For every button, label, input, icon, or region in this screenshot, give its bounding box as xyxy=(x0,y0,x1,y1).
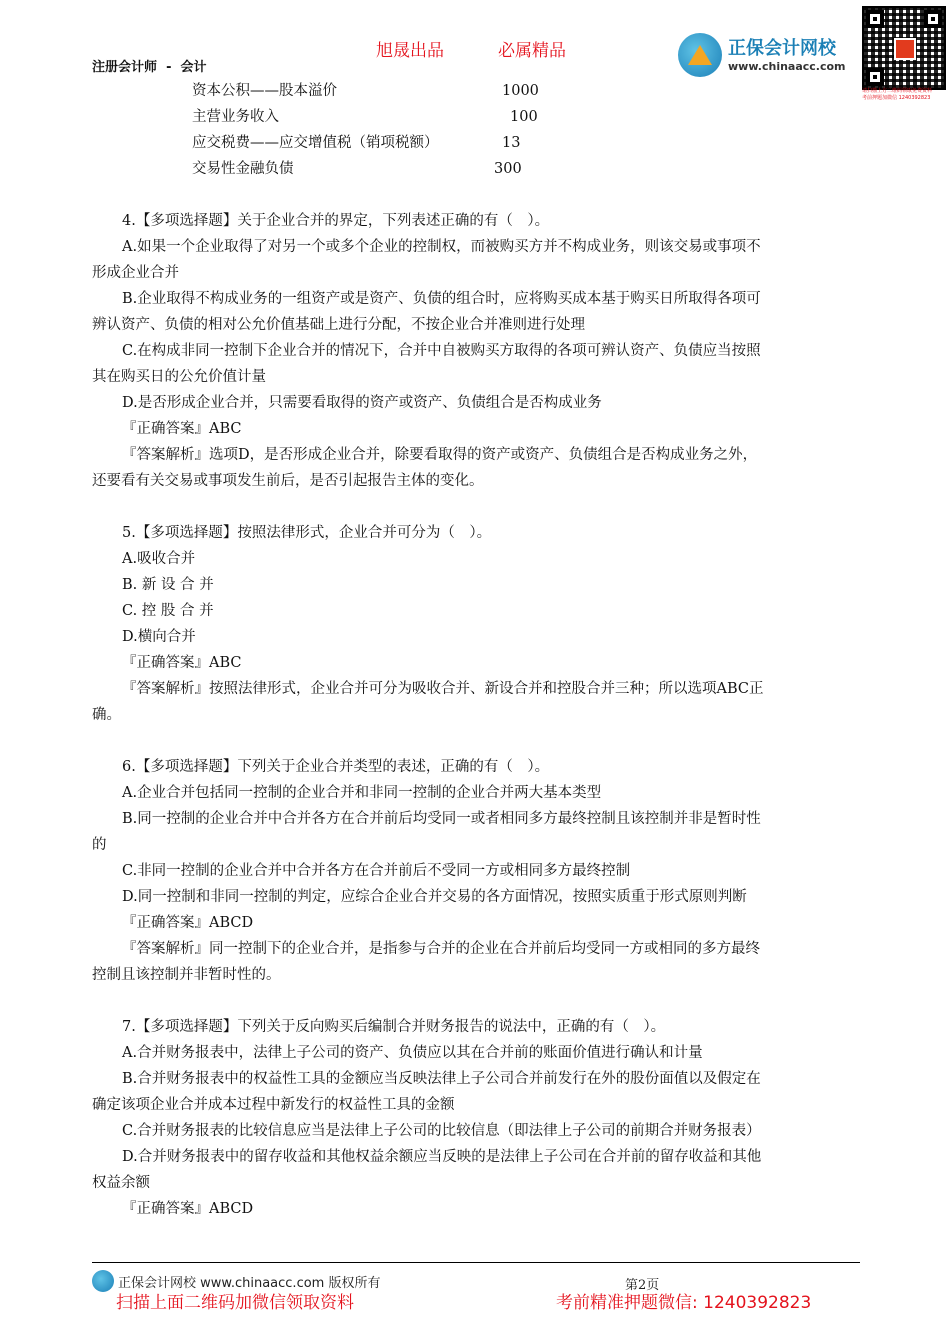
option-text: A.如果一个企业取得了对另一个或多个企业的控制权，而被购买方并不构成业务，则该交易或事项不 xyxy=(122,239,761,255)
option-text: B.企业取得不构成业务的一组资产或是资产、负债的组合时，应将购买成本基于购买日所取得各项可 xyxy=(122,291,761,307)
qr-finder-icon xyxy=(866,10,884,28)
option-text: 的 xyxy=(92,837,107,853)
correct-answer: 『正确答案』ABCD xyxy=(122,915,254,931)
entry-amount: 1000 xyxy=(502,83,539,99)
option-text: C.在构成非同一控制下企业合并的情况下，合并中自被购买方取得的各项可辨认资产、负债应当按照 xyxy=(122,343,761,359)
entry-amount: 13 xyxy=(502,135,521,151)
header-slogan-left: 旭晟出品 xyxy=(376,41,444,61)
qr-center-badge-icon xyxy=(894,38,916,60)
qr-finder-icon xyxy=(866,68,884,86)
entry-account: 资本公积——股本溢价 xyxy=(192,83,337,99)
option-text: 权益余额 xyxy=(92,1175,150,1191)
question-title: 4.【多项选择题】关于企业合并的界定，下列表述正确的有（ ）。 xyxy=(122,213,550,229)
question-title: 5.【多项选择题】按照法律形式，企业合并可分为（ ）。 xyxy=(122,525,492,541)
qr-finder-icon xyxy=(924,10,942,28)
correct-answer: 『正确答案』ABC xyxy=(122,655,242,671)
qr-caption xyxy=(862,88,932,102)
correct-answer: 『正确答案』ABC xyxy=(122,421,242,437)
option-text: A.合并财务报表中，法律上子公司的资产、负债应以其在合并前的账面价值进行确认和计量 xyxy=(122,1045,703,1061)
header-slogan-right: 必属精品 xyxy=(498,41,566,61)
entry-account: 交易性金融负债 xyxy=(192,161,294,177)
option-text: 确定该项企业合并成本过程中新发行的权益性工具的金额 xyxy=(92,1097,455,1113)
subject-label: 注册会计师 - 会计 xyxy=(92,60,207,75)
option-text: 形成企业合并 xyxy=(92,265,179,281)
entry-amount: 100 xyxy=(510,109,538,125)
qr-code-icon xyxy=(862,6,946,90)
option-text: 辨认资产、负债的相对公允价值基础上进行分配，不按企业合并准则进行处理 xyxy=(92,317,585,333)
qr-caption-line: 请扫描上方二维码领取免费资料 xyxy=(862,88,933,94)
question-title: 7.【多项选择题】下列关于反向购买后编制合并财务报告的说法中，正确的有（ ）。 xyxy=(122,1019,666,1035)
option-text: A.企业合并包括同一控制的企业合并和非同一控制的企业合并两大基本类型 xyxy=(122,785,602,801)
brand-url: www.chinaacc.com xyxy=(728,60,846,73)
footer-logo-icon xyxy=(92,1270,114,1292)
answer-explanation: 『答案解析』同一控制下的企业合并，是指参与合并的企业在合并前后均受同一方或相同的多方最终 xyxy=(122,941,760,957)
option-text: B. 新 设 合 并 xyxy=(122,577,214,593)
option-text: B.合并财务报表中的权益性工具的金额应当反映法律上子公司合并前发行在外的股份面值以及假定在 xyxy=(122,1071,761,1087)
option-text: C. 控 股 合 并 xyxy=(122,603,214,619)
footer-copyright: 正保会计网校 www.chinaacc.com 版权所有 xyxy=(118,1276,381,1291)
option-text: B.同一控制的企业合并中合并各方在合并前后均受同一或者相同多方最终控制且该控制并非是暂时性 xyxy=(122,811,761,827)
entry-account: 主营业务收入 xyxy=(192,109,279,125)
page-number: 第2页 xyxy=(625,1278,660,1293)
correct-answer: 『正确答案』ABCD xyxy=(122,1201,254,1217)
option-text: D.合并财务报表中的留存收益和其他权益余额应当反映的是法律上子公司在合并前的留存收益和其他 xyxy=(122,1149,762,1165)
brand-name: 正保会计网校 xyxy=(728,38,836,59)
option-text: C.合并财务报表的比较信息应当是法律上子公司的比较信息（即法律上子公司的前期合并财务报表） xyxy=(122,1123,761,1139)
option-text: A.吸收合并 xyxy=(122,551,196,567)
entry-amount: 300 xyxy=(494,161,522,177)
brand-logo xyxy=(678,30,858,80)
brand-logo-icon xyxy=(678,33,722,77)
answer-explanation: 还要看有关交易或事项发生前后，是否引起报告主体的变化。 xyxy=(92,473,484,489)
entry-account: 应交税费——应交增值税（销项税额） xyxy=(192,135,439,151)
option-text: C.非同一控制的企业合并中合并各方在合并前后不受同一方或相同多方最终控制 xyxy=(122,863,631,879)
option-text: D.是否形成企业合并，只需要看取得的资产或资产、负债组合是否构成业务 xyxy=(122,395,602,411)
answer-explanation: 『答案解析』按照法律形式，企业合并可分为吸收合并、新设合并和控股合并三种；所以选项ABC正 xyxy=(122,681,764,697)
qr-caption-line: 考前押题加微信 1240392823 xyxy=(862,95,931,101)
answer-explanation: 确。 xyxy=(92,707,121,723)
footer-divider xyxy=(92,1262,860,1263)
option-text: D.横向合并 xyxy=(122,629,196,645)
question-title: 6.【多项选择题】下列关于企业合并类型的表述，正确的有（ ）。 xyxy=(122,759,550,775)
option-text: D.同一控制和非同一控制的判定，应综合企业合并交易的各方面情况，按照实质重于形式原则判断 xyxy=(122,889,747,905)
footer-promo-left: 扫描上面二维码加微信领取资料 xyxy=(116,1293,354,1313)
answer-explanation: 控制且该控制并非暂时性的。 xyxy=(92,967,281,983)
footer-promo-right: 考前精准押题微信: 1240392823 xyxy=(556,1293,812,1313)
answer-explanation: 『答案解析』选项D，是否形成企业合并，除要看取得的资产或资产、负债组合是否构成业务之外， xyxy=(122,447,758,463)
option-text: 其在购买日的公允价值计量 xyxy=(92,369,266,385)
